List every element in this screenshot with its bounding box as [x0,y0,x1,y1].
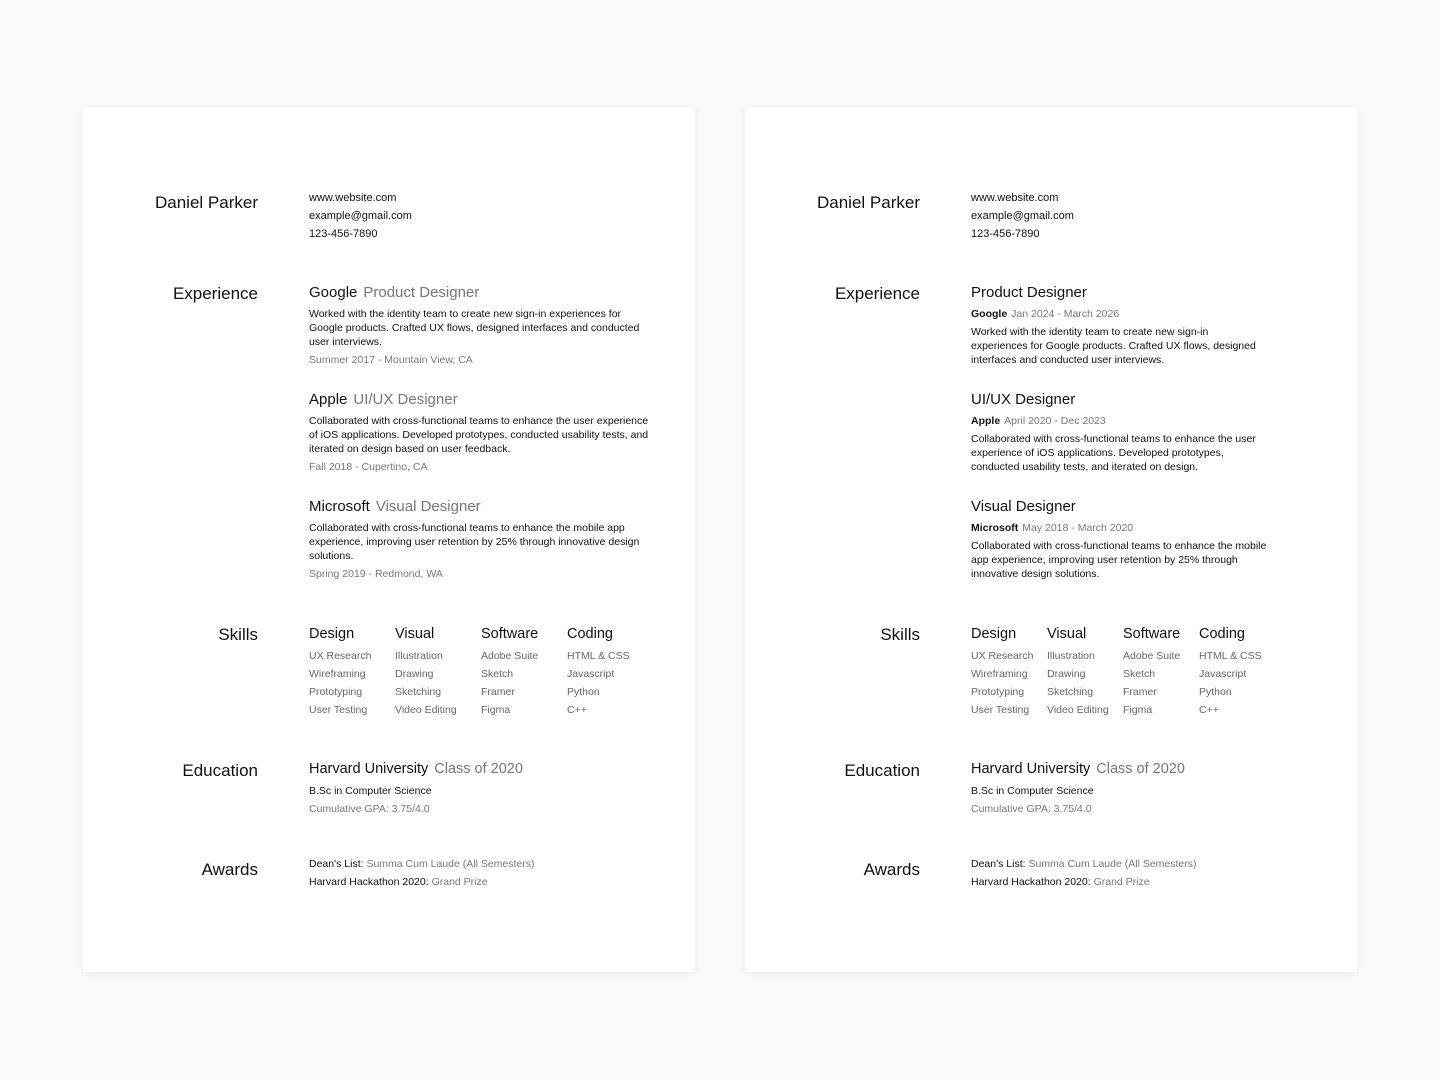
experience-entry [309,284,654,367]
award-item [971,855,1316,873]
skill-item: Framer [481,686,515,698]
job-role: UI/UX Designer [971,391,1076,408]
experience-entry [971,284,1267,367]
section-heading-awards: Awards [201,860,258,879]
skill-item: HTML & CSS [1199,650,1262,662]
job-description: Collaborated with cross-functional teams to enhance the mobile app experience, improving user retention by 25% through innovative design solutions. [971,540,1267,580]
skill-item: UX Research [309,650,372,662]
award-value: Grand Prize [1093,876,1150,888]
contact-phone: 123-456-7890 [971,228,1040,240]
job-description: Collaborated with cross-functional teams to enhance the user experience of iOS applications. Developed prototypes, conducted usability tests, and iterated on design based on user feedback. [309,415,649,455]
education-entry [971,760,1316,818]
job-company: Apple [971,415,1001,427]
section-heading-experience: Experience [172,284,258,303]
job-role: Visual Designer [971,498,1076,515]
education-class: Class of 2020 [434,761,523,777]
skill-column [971,625,1047,719]
awards-list [309,855,654,891]
skill-item: Video Editing [395,704,457,716]
skill-item: Video Editing [1047,704,1109,716]
award-title: Dean's List: [971,858,1026,870]
job-dates: April 2020 - Dec 2023 [1004,415,1106,427]
resume-name: Daniel Parker [155,193,258,212]
skills-grid [309,625,653,719]
job-company: Google [309,284,358,301]
education-class: Class of 2020 [1096,761,1185,777]
job-meta: Spring 2019 - Redmond, WA [309,568,443,580]
skill-item: Sketch [481,668,514,680]
job-description: Collaborated with cross-functional teams to enhance the user experience of iOS applications. Developed prototypes, conducted usability tests, and iterated on design. [971,433,1256,473]
job-company: Microsoft [971,522,1019,534]
skill-item: Adobe Suite [1123,650,1181,662]
job-role: Product Designer [363,284,480,301]
education-school: Harvard University [309,761,429,777]
skills-grid [971,625,1275,719]
skill-item: Prototyping [971,686,1025,698]
section-heading-awards: Awards [863,860,920,879]
skill-item: UX Research [971,650,1034,662]
skill-category: Visual [1047,626,1087,642]
resume-page-a [83,107,695,972]
award-value: Summa Cum Laude (All Semesters) [366,858,535,870]
experience-entry [971,498,1267,581]
job-description: Collaborated with cross-functional teams to enhance the mobile app experience, improving user retention by 25% through innovative design solutions. [309,522,640,562]
award-title: Dean's List: [309,858,364,870]
job-dates: Jan 2024 - March 2026 [1011,308,1120,320]
skill-item: Sketching [395,686,442,698]
skill-item: Python [1199,686,1232,698]
skill-item: Sketching [1047,686,1094,698]
education-gpa: Cumulative GPA: 3.75/4.0 [971,803,1092,815]
education-school: Harvard University [971,761,1091,777]
skill-category: Design [971,626,1017,642]
section-heading-skills: Skills [880,625,920,644]
education-degree: B.Sc in Computer Science [971,785,1094,797]
award-item [971,873,1316,891]
contact-website: www.website.com [309,192,397,204]
skill-item: C++ [567,704,587,716]
award-item [309,855,654,873]
skill-column [395,625,481,719]
job-dates: May 2018 - March 2020 [1022,522,1134,534]
award-title: Harvard Hackathon 2020: [971,876,1091,888]
skill-item: Drawing [1047,668,1086,680]
experience-entry [309,391,654,474]
skill-item: Wireframing [971,668,1028,680]
job-meta: Fall 2018 - Cupertino, CA [309,461,428,473]
contact-phone: 123-456-7890 [309,228,378,240]
skill-category: Coding [1199,626,1245,642]
education-entry [309,760,654,818]
job-role: Product Designer [971,284,1087,301]
skill-item: Javascript [1199,668,1247,680]
job-role: UI/UX Designer [353,391,458,408]
skill-category: Visual [395,626,435,642]
skill-item: User Testing [309,704,368,716]
skill-item: Figma [481,704,511,716]
resume-name: Daniel Parker [817,193,920,212]
education-gpa: Cumulative GPA: 3.75/4.0 [309,803,430,815]
skill-item: Framer [1123,686,1157,698]
skill-category: Software [481,626,539,642]
skill-item: Illustration [395,650,443,662]
contact-email: example@gmail.com [309,210,412,222]
job-description: Worked with the identity team to create new sign-in experiences for Google products. Crafted UX flows, designed interfaces and conducted user interviews. [309,308,640,348]
job-meta: Summer 2017 - Mountain View, CA [309,354,473,366]
skill-item: Illustration [1047,650,1095,662]
skill-item: Prototyping [309,686,363,698]
skill-item: Drawing [395,668,434,680]
skill-item: User Testing [971,704,1030,716]
award-value: Summa Cum Laude (All Semesters) [1028,858,1197,870]
award-item [309,873,654,891]
skill-column [567,625,653,719]
job-company: Google [971,308,1008,320]
experience-entry [971,391,1267,474]
contact-website: www.website.com [971,192,1059,204]
job-role: Visual Designer [375,498,481,515]
job-company: Microsoft [309,498,370,515]
skill-category: Design [309,626,355,642]
experience-entry [309,498,654,581]
section-heading-experience: Experience [834,284,920,303]
skill-column [309,625,395,719]
job-description: Worked with the identity team to create new sign-in experiences for Google products. Crafted UX flows, designed interfaces and conducted user interviews. [971,326,1256,366]
skill-item: Figma [1123,704,1153,716]
section-heading-education: Education [844,761,920,780]
skill-column [1199,625,1275,719]
skill-item: Sketch [1123,668,1156,680]
skill-item: C++ [1199,704,1219,716]
section-heading-education: Education [182,761,258,780]
skill-item: Adobe Suite [481,650,539,662]
section-heading-skills: Skills [218,625,258,644]
award-value: Grand Prize [431,876,488,888]
skill-item: Wireframing [309,668,366,680]
skill-column [1047,625,1123,719]
resume-page-b [745,107,1357,972]
job-company: Apple [309,391,348,408]
skill-category: Coding [567,626,613,642]
awards-list [971,855,1316,891]
contact-block [971,189,1316,243]
skill-item: HTML & CSS [567,650,630,662]
contact-email: example@gmail.com [971,210,1074,222]
skill-item: Python [567,686,600,698]
education-degree: B.Sc in Computer Science [309,785,432,797]
skill-column [1123,625,1199,719]
contact-block [309,189,654,243]
skill-item: Javascript [567,668,615,680]
skill-category: Software [1123,626,1181,642]
award-title: Harvard Hackathon 2020: [309,876,429,888]
skill-column [481,625,567,719]
